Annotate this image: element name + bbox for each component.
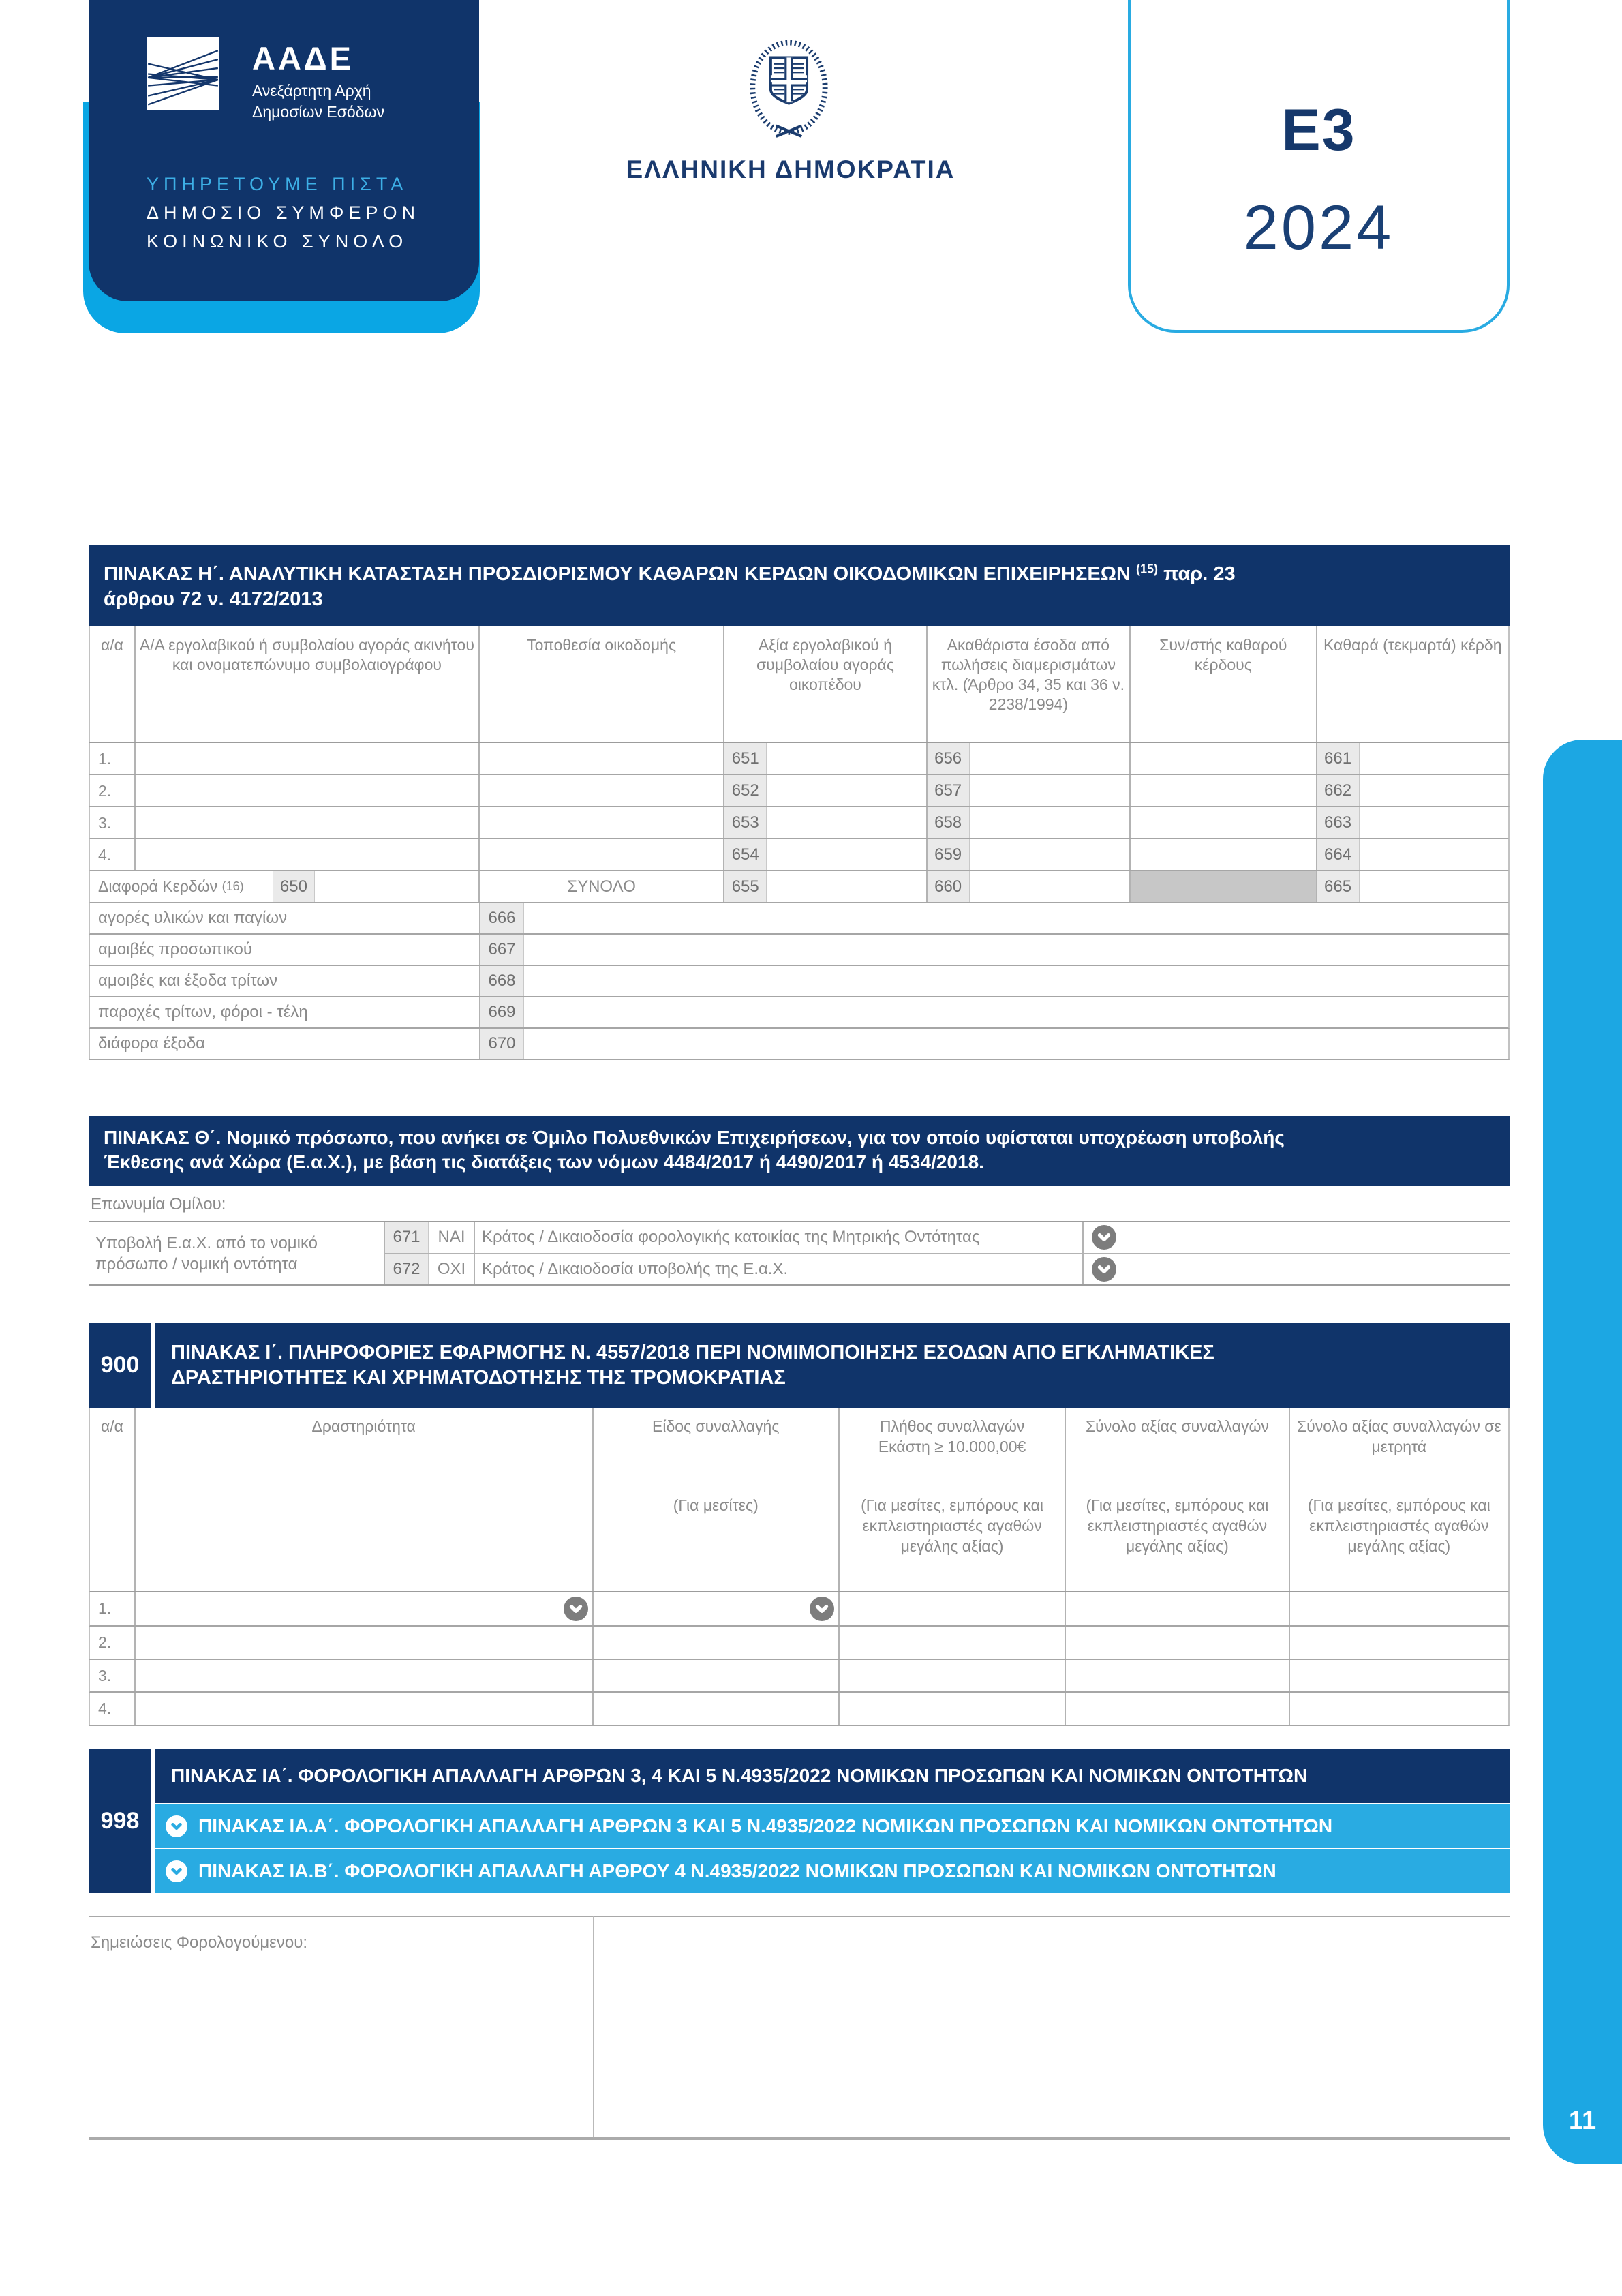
form-year: 2024 bbox=[1243, 193, 1394, 262]
contract-cell[interactable] bbox=[136, 743, 480, 774]
chevron-down-icon[interactable] bbox=[166, 1860, 187, 1882]
row-number: 1. bbox=[90, 1592, 136, 1625]
table-ia bbox=[89, 1749, 1510, 1893]
coef-cell[interactable] bbox=[1131, 743, 1317, 774]
code-box: 666 bbox=[480, 903, 524, 933]
location-cell[interactable] bbox=[480, 775, 724, 806]
notes-bottom-border bbox=[89, 2137, 1510, 2140]
aade-subtitle-2: Δημοσίων Εσόδων bbox=[252, 103, 384, 121]
code-box: 662 bbox=[1317, 775, 1360, 806]
broker-note: (Για μεσίτες, εμπόρους και εκπλειστηριαστές αγαθών μεγάλης αξίας) bbox=[1086, 1496, 1269, 1555]
value-input-654[interactable] bbox=[767, 839, 925, 870]
code-box: 657 bbox=[928, 775, 970, 806]
hellenic-republic-title: ΕΛΛΗΝΙΚΗ ΔΗΜΟΚΡΑΤΙΑ bbox=[626, 155, 955, 183]
row-number: 2. bbox=[90, 775, 136, 806]
value-input-660[interactable] bbox=[970, 871, 1129, 902]
chevron-down-icon[interactable] bbox=[564, 1597, 588, 1621]
transaction-count-input[interactable] bbox=[840, 1660, 1066, 1691]
total-cash-input[interactable] bbox=[1290, 1693, 1508, 1725]
form-code-badge bbox=[1128, 0, 1510, 333]
cbc-row-672 bbox=[385, 1254, 1510, 1285]
row-number: 3. bbox=[90, 807, 136, 838]
table-ia-b-label: ΠΙΝΑΚΑΣ ΙΑ.Β΄. ΦΟΡΟΛΟΓΙΚΗ ΑΠΑΛΛΑΓΗ ΑΡΘΡΟΥ 4 Ν.4935/2022 ΝΟΜΙΚΩΝ ΠΡΟΣΩΠΩΝ ΚΑΙ ΝΟΜΙΚΩΝ ΟΝΤΟΤΗΤΩΝ bbox=[198, 1860, 1276, 1882]
cbc-submission-label: Υποβολή Ε.α.Χ. από το νομικό πρόσωπο / νομική οντότητα bbox=[89, 1222, 385, 1284]
code-box: 664 bbox=[1317, 839, 1360, 870]
aade-motto-1: ΥΠΗΡΕΤΟΥΜΕ ΠΙΣΤΑ bbox=[147, 174, 408, 194]
aade-motto-3: ΚΟΙΝΩΝΙΚΟ ΣΥΝΟΛΟ bbox=[147, 231, 408, 252]
value-input-652[interactable] bbox=[767, 775, 925, 806]
table-i-header-band bbox=[89, 1323, 1510, 1408]
value-input-653[interactable] bbox=[767, 807, 925, 838]
broker-note: (Για μεσίτες) bbox=[673, 1496, 759, 1514]
col-header-aa: α/α bbox=[90, 626, 136, 742]
code-box: 671 bbox=[385, 1222, 429, 1253]
col-header-net-profit-coef: Συν/στής καθαρού κέρδους bbox=[1131, 626, 1317, 742]
expense-label: αγορές υλικών και παγίων bbox=[90, 903, 480, 933]
col-header-transaction-count: Πλήθος συναλλαγών Εκάστη ≥ 10.000,00€ (Για μεσίτες, εμπόρους και εκπλειστηριαστές αγαθών μεγάλης αξίας) bbox=[840, 1408, 1066, 1591]
table-i-row-2 bbox=[89, 1627, 1510, 1660]
code-box: 650 bbox=[273, 871, 316, 902]
taxpayer-notes-area[interactable] bbox=[89, 1917, 1510, 2137]
expense-row-670 bbox=[89, 1029, 1510, 1060]
code-box: 653 bbox=[724, 807, 767, 838]
table-h-total-row bbox=[89, 871, 1510, 903]
code-box: 667 bbox=[480, 935, 524, 965]
expense-input-667[interactable] bbox=[524, 935, 1508, 965]
row-number: 1. bbox=[90, 743, 136, 774]
taxpayer-notes-label: Σημειώσεις Φορολογούμενου: bbox=[91, 1933, 308, 1952]
coef-shaded-cell bbox=[1131, 871, 1317, 902]
total-value-input[interactable] bbox=[1066, 1627, 1289, 1659]
transaction-count-input[interactable] bbox=[840, 1627, 1066, 1659]
table-ia-title: ΠΙΝΑΚΑΣ ΙΑ΄. ΦΟΡΟΛΟΓΙΚΗ ΑΠΑΛΛΑΓΗ ΑΡΘΡΩΝ 3, 4 ΚΑΙ 5 Ν.4935/2022 ΝΟΜΙΚΩΝ ΠΡΟΣΩΠΩΝ ΚΑΙ ΝΟΜΙΚΩΝ ΟΝΤΟΤΗΤΩΝ bbox=[155, 1749, 1510, 1803]
page-number: 11 bbox=[1568, 2106, 1597, 2135]
table-h-column-headers bbox=[89, 626, 1510, 743]
value-input-651[interactable] bbox=[767, 743, 925, 774]
code-box: 654 bbox=[724, 839, 767, 870]
expense-label: αμοιβές και έξοδα τρίτων bbox=[90, 966, 480, 996]
transaction-count-input[interactable] bbox=[840, 1592, 1066, 1625]
value-input-662[interactable] bbox=[1360, 775, 1508, 806]
col-header-location: Τοποθεσία οικοδομής bbox=[480, 626, 724, 742]
code-box: 655 bbox=[724, 871, 767, 902]
activity-dropdown[interactable] bbox=[136, 1660, 594, 1691]
transaction-type-dropdown[interactable] bbox=[594, 1660, 840, 1691]
col-header-net-profit: Καθαρά (τεκμαρτά) κέρδη bbox=[1323, 636, 1502, 654]
table-i-title: ΠΙΝΑΚΑΣ Ι΄. ΠΛΗΡΟΦΟΡΙΕΣ ΕΦΑΡΜΟΓΗΣ Ν. 4557/2018 ΠΕΡΙ ΝΟΜΙΜΟΠΟΙΗΣΗΣ ΕΣΟΔΩΝ ΑΠΟ ΕΓΚΛΗΜΑΤΙΚΕΣ ΔΡΑΣΤΗΡΙΟΤΗΤΕΣ ΚΑΙ ΧΡΗΜΑΤΟΔΟΤΗΣΗΣ ΤΗΣ ΤΡΟΜΟΚΡΑΤΙΑΣ bbox=[171, 1341, 1214, 1389]
chevron-down-icon[interactable] bbox=[1092, 1225, 1116, 1250]
chevron-down-icon[interactable] bbox=[166, 1815, 187, 1837]
contract-cell[interactable] bbox=[136, 839, 480, 870]
table-i-column-headers bbox=[89, 1408, 1510, 1592]
aade-brand: ΑΑΔΕ bbox=[252, 40, 354, 76]
value-input-661[interactable] bbox=[1360, 743, 1508, 774]
table-h-footnote-ref: (15) bbox=[1135, 562, 1158, 575]
table-h-row-1 bbox=[89, 743, 1510, 775]
expense-input-669[interactable] bbox=[524, 997, 1508, 1027]
group-name-label: Επωνυμία Ομίλου: bbox=[91, 1195, 226, 1213]
expense-label: διάφορα έξοδα bbox=[90, 1029, 480, 1059]
col-header-total-cash-value: Σύνολο αξίας συναλλαγών σε μετρητά (Για μεσίτες, εμπόρους και εκπλειστηριαστές αγαθών μεγάλης αξίας) bbox=[1290, 1408, 1508, 1591]
row-number: 3. bbox=[90, 1660, 136, 1691]
location-cell[interactable] bbox=[480, 807, 724, 838]
expense-input-670[interactable] bbox=[524, 1029, 1508, 1059]
table-i-row-1 bbox=[89, 1592, 1510, 1627]
transaction-type-dropdown[interactable] bbox=[594, 1627, 840, 1659]
col-header-gross-income: Ακαθάριστα έσοδα από πωλήσεις διαμερισμάτων κτλ. (Άρθρο 34, 35 και 36 ν. 2238/1994) bbox=[928, 626, 1131, 742]
profit-diff-input[interactable] bbox=[315, 871, 480, 902]
table-h-row-2 bbox=[89, 775, 1510, 807]
transaction-type-dropdown[interactable] bbox=[594, 1592, 840, 1625]
table-th-header-band bbox=[89, 1116, 1510, 1186]
table-th bbox=[89, 1221, 1510, 1286]
expense-label: αμοιβές προσωπικού bbox=[90, 935, 480, 965]
contract-cell[interactable] bbox=[136, 807, 480, 838]
expense-label: παροχές τρίτων, φόροι - τέλη bbox=[90, 997, 480, 1027]
col-header-value: Αξία εργολαβικού ή συμβολαίου αγοράς οικοπέδου bbox=[724, 626, 927, 742]
row-number: 4. bbox=[90, 1693, 136, 1725]
code-box: 652 bbox=[724, 775, 767, 806]
transaction-count-input[interactable] bbox=[840, 1693, 1066, 1725]
total-value-input[interactable] bbox=[1066, 1592, 1289, 1625]
table-i-row-4 bbox=[89, 1693, 1510, 1726]
country-dropdown-672[interactable] bbox=[1084, 1254, 1510, 1285]
profit-diff-footnote-ref: (16) bbox=[221, 879, 244, 893]
total-value-input[interactable] bbox=[1066, 1660, 1289, 1691]
code-box: 669 bbox=[480, 997, 524, 1027]
row-number: 2. bbox=[90, 1627, 136, 1659]
contract-cell[interactable] bbox=[136, 775, 480, 806]
total-cash-input[interactable] bbox=[1290, 1592, 1508, 1625]
code-box: 668 bbox=[480, 966, 524, 996]
country-dropdown-671[interactable] bbox=[1084, 1222, 1510, 1253]
col-header-transaction-type: Είδος συναλλαγής (Για μεσίτες) bbox=[594, 1408, 840, 1591]
total-cash-input[interactable] bbox=[1290, 1627, 1508, 1659]
table-th-title-line2: Έκθεσης ανά Χώρα (Ε.α.Χ.), με βάση τις διατάξεις των νόμων 4484/2017 ή 4490/2017 ή 4534/2018. bbox=[104, 1151, 984, 1173]
coef-cell[interactable] bbox=[1131, 839, 1317, 870]
answer-no: ΟΧΙ bbox=[429, 1254, 475, 1285]
table-ia-code: 998 bbox=[89, 1749, 151, 1893]
code-box: 663 bbox=[1317, 807, 1360, 838]
expense-input-668[interactable] bbox=[524, 966, 1508, 996]
chevron-down-icon[interactable] bbox=[1092, 1257, 1116, 1282]
value-input-663[interactable] bbox=[1360, 807, 1508, 838]
col-header-contract: Α/Α εργολαβικού ή συμβολαίου αγοράς ακινήτου και ονοματεπώνυμο συμβολαιογράφου bbox=[136, 626, 480, 742]
code-box: 651 bbox=[724, 743, 767, 774]
code-box: 660 bbox=[928, 871, 970, 902]
notes-divider bbox=[593, 1916, 594, 2139]
answer-yes: ΝΑΙ bbox=[429, 1222, 475, 1253]
cbc-desc-671: Κράτος / Δικαιοδοσία φορολογικής κατοικίας της Μητρικής Οντότητας bbox=[475, 1222, 1084, 1253]
transaction-type-dropdown[interactable] bbox=[594, 1693, 840, 1725]
code-box: 670 bbox=[480, 1029, 524, 1059]
expense-row-668 bbox=[89, 966, 1510, 997]
col-header-aa: α/α bbox=[90, 1408, 136, 1591]
row-number: 4. bbox=[90, 839, 136, 870]
side-accent-band bbox=[1543, 740, 1622, 2164]
table-h-row-3 bbox=[89, 807, 1510, 839]
table-h-title: ΠΙΝΑΚΑΣ Η΄. ΑΝΑΛΥΤΙΚΗ ΚΑΤΑΣΤΑΣΗ ΠΡΟΣΔΙΟΡΙΣΜΟΥ ΚΑΘΑΡΩΝ ΚΕΡΔΩΝ ΟΙΚΟΔΟΜΙΚΩΝ ΕΠΙΧΕΙΡΗΣΕΩΝ $^{(15)}$ παρ. 23 bbox=[104, 562, 1236, 585]
total-cash-input[interactable] bbox=[1290, 1660, 1508, 1691]
aade-logo-icon bbox=[147, 37, 219, 110]
activity-dropdown[interactable] bbox=[136, 1693, 594, 1725]
table-h-row-4 bbox=[89, 839, 1510, 871]
table-ia-b-row[interactable] bbox=[155, 1848, 1510, 1893]
expense-row-667 bbox=[89, 935, 1510, 966]
code-box: 659 bbox=[928, 839, 970, 870]
table-ia-a-row[interactable] bbox=[155, 1803, 1510, 1848]
cbc-desc-672: Κράτος / Δικαιοδοσία υποβολής της Ε.α.Χ. bbox=[475, 1254, 1084, 1285]
aade-motto-2: ΔΗΜΟΣΙΟ ΣΥΜΦΕΡΟΝ bbox=[147, 202, 420, 223]
table-h-header-band bbox=[89, 545, 1510, 626]
chevron-down-icon[interactable] bbox=[810, 1597, 834, 1621]
value-input-656[interactable] bbox=[970, 743, 1129, 774]
value-input-664[interactable] bbox=[1360, 839, 1508, 870]
value-input-665[interactable] bbox=[1360, 871, 1508, 902]
expense-row-669 bbox=[89, 997, 1510, 1029]
broker-note: (Για μεσίτες, εμπόρους και εκπλειστηριαστές αγαθών μεγάλης αξίας) bbox=[1307, 1496, 1490, 1555]
profit-diff-label: Διαφορά Κερδών (16) bbox=[98, 877, 244, 895]
value-input-655[interactable] bbox=[767, 871, 925, 902]
code-box: 658 bbox=[928, 807, 970, 838]
table-h-title-line2: άρθρου 72 ν. 4172/2013 bbox=[104, 588, 323, 610]
total-value-input[interactable] bbox=[1066, 1693, 1289, 1725]
greek-emblem-icon bbox=[733, 34, 845, 151]
col-header-total-value: Σύνολο αξίας συναλλαγών (Για μεσίτες, εμπόρους και εκπλειστηριαστές αγαθών μεγάλης αξίας) bbox=[1066, 1408, 1289, 1591]
code-box: 665 bbox=[1317, 871, 1360, 902]
table-i-row-3 bbox=[89, 1660, 1510, 1693]
expense-row-666 bbox=[89, 903, 1510, 935]
table-th-title-line1: ΠΙΝΑΚΑΣ Θ΄. Νομικό πρόσωπο, που ανήκει σε Όμιλο Πολυεθνικών Επιχειρήσεων, για τον οποίο υφίσταται υποχρέωση υποβολής bbox=[104, 1127, 1285, 1148]
coef-cell[interactable] bbox=[1131, 775, 1317, 806]
broker-note: (Για μεσίτες, εμπόρους και εκπλειστηριαστές αγαθών μεγάλης αξίας) bbox=[861, 1496, 1043, 1555]
table-i-code: 900 bbox=[100, 1352, 140, 1378]
activity-dropdown[interactable] bbox=[136, 1627, 594, 1659]
aade-logo-block bbox=[89, 0, 479, 301]
cbc-row-671 bbox=[385, 1222, 1510, 1254]
expense-input-666[interactable] bbox=[524, 903, 1508, 933]
activity-dropdown[interactable] bbox=[136, 1592, 594, 1625]
table-ia-a-label: ΠΙΝΑΚΑΣ ΙΑ.Α΄. ΦΟΡΟΛΟΓΙΚΗ ΑΠΑΛΛΑΓΗ ΑΡΘΡΩΝ 3 ΚΑΙ 5 Ν.4935/2022 ΝΟΜΙΚΩΝ ΠΡΟΣΩΠΩΝ ΚΑΙ ΝΟΜΙΚΩΝ ΟΝΤΟΤΗΤΩΝ bbox=[198, 1815, 1333, 1837]
total-label: ΣΥΝΟΛΟ bbox=[480, 871, 724, 902]
code-box: 661 bbox=[1317, 743, 1360, 774]
form-code: Ε3 bbox=[1281, 97, 1356, 163]
value-input-658[interactable] bbox=[970, 807, 1129, 838]
location-cell[interactable] bbox=[480, 839, 724, 870]
value-input-659[interactable] bbox=[970, 839, 1129, 870]
code-box: 656 bbox=[928, 743, 970, 774]
code-box: 672 bbox=[385, 1254, 429, 1285]
aade-subtitle-1: Ανεξάρτητη Αρχή bbox=[252, 82, 371, 100]
col-header-activity: Δραστηριότητα bbox=[136, 1408, 594, 1591]
coef-cell[interactable] bbox=[1131, 807, 1317, 838]
location-cell[interactable] bbox=[480, 743, 724, 774]
value-input-657[interactable] bbox=[970, 775, 1129, 806]
